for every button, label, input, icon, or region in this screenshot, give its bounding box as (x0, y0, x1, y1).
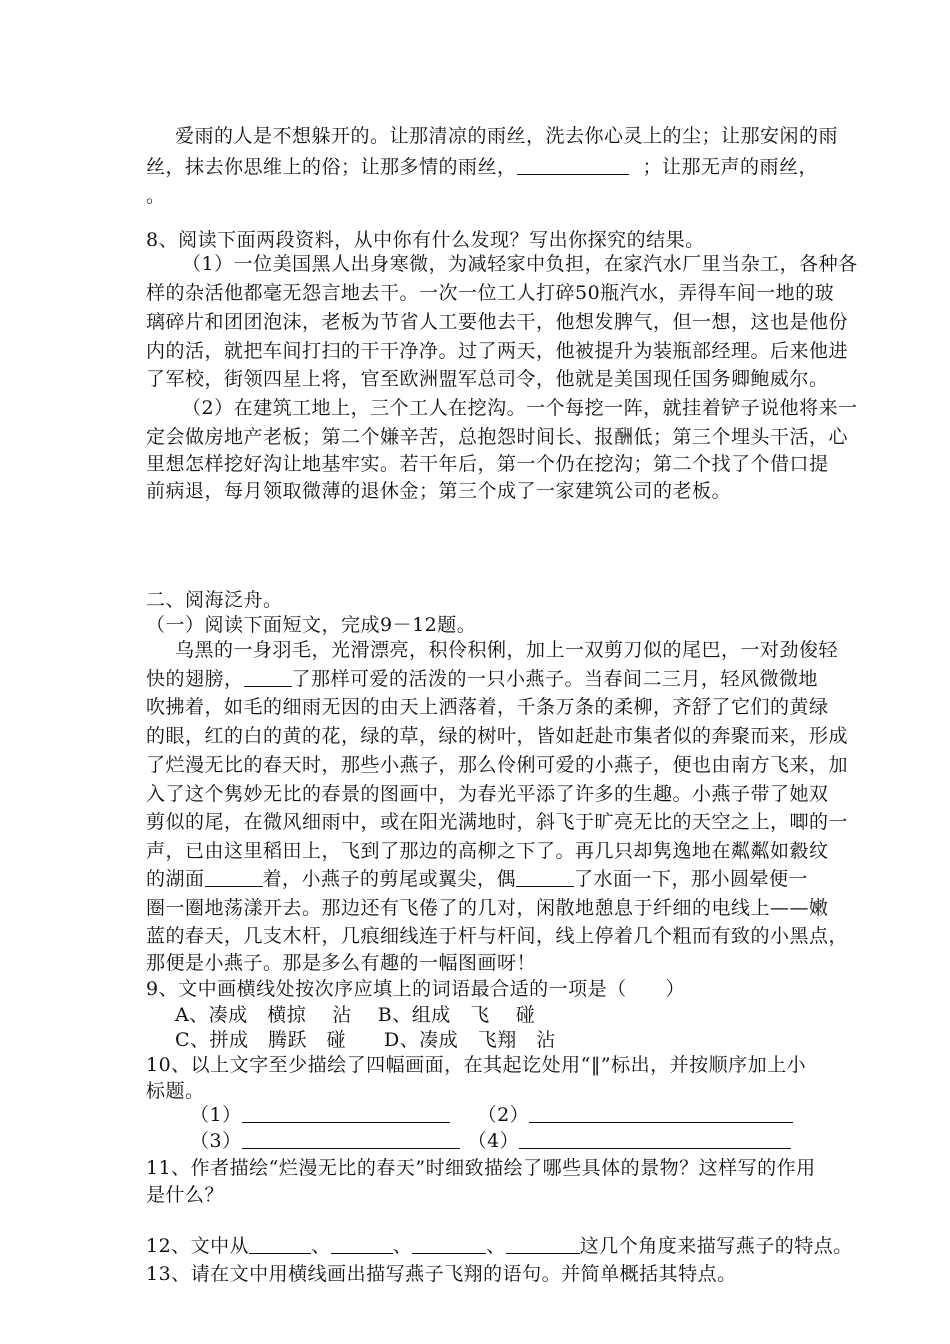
q12-separator: 、 (392, 1235, 413, 1257)
passage-line-9-text-a: 的湖面 (146, 868, 205, 890)
passage-line-2-text-b: 了那样可爱的活泼的一只小燕子。当春间二三月，轻风微微地 (291, 668, 819, 690)
passage-line-9 (146, 866, 826, 892)
q12-text-b: 这几个角度来描写燕子的特点。 (579, 1235, 853, 1257)
fill-blank[interactable] (516, 868, 574, 887)
q10-label-4: （4） (467, 1130, 520, 1152)
fill-blank[interactable] (244, 668, 292, 687)
section-2-subtitle: （一）阅读下面短文，完成9－12题。 (146, 614, 477, 636)
fill-blank[interactable] (331, 1235, 393, 1254)
q9-option-a[interactable]: A、凑成 横掠 沾 (175, 1004, 352, 1026)
fill-blank[interactable] (517, 156, 629, 175)
intro-line-1: 爱雨的人是不想躲开的。让那清凉的雨丝，洗去你心灵上的尘；让那安闲的雨 (175, 125, 839, 147)
q8-p1-line-4: 内的活，就把车间打扫的干干净净。过了两天，他被提升为装瓶部经理。后来他进 (146, 340, 849, 362)
section-2-title: 二、阅海泛舟。 (146, 589, 283, 611)
passage-line-9-text-b: 着，小燕子的剪尾或翼尖，偶 (262, 868, 517, 890)
q9-title: 9、文中画横线处按次序应填上的词语最合适的一项是（ ） (146, 978, 686, 1000)
q10-label-3: （3） (190, 1130, 242, 1152)
q10-label-2: （2） (477, 1104, 530, 1126)
passage-line-2 (146, 666, 826, 692)
q10-title-line-1: 10、以上文字至少描绘了四幅画面，在其起讫处用“‖”标出，并按顺序加上小 (146, 1054, 807, 1076)
q8-p2-line-4: 前病退，每月领取微薄的退休金；第三个成了一家建筑公司的老板。 (146, 480, 732, 502)
passage-line-1: 乌黑的一身羽毛，光滑漂亮，积伶积俐，加上一双剪刀似的尾巴，一对劲俊轻 (175, 639, 839, 661)
q8-p1-line-5: 了军校，街领四星上将，官至欧洲盟军总司令，他就是美国现任国务卿鲍威尔。 (146, 368, 829, 390)
intro-line-2 (146, 154, 826, 180)
intro-line-3: 。 (146, 185, 166, 207)
q9-options-row-2 (175, 1027, 855, 1053)
fill-blank[interactable] (412, 1235, 486, 1254)
q10-title-line-2: 标题。 (146, 1080, 205, 1102)
answer-blank-1[interactable] (242, 1104, 450, 1123)
q8-p2-line-3: 里想怎样挖好沟让地基牢实。若干年后，第一个仍在挖沟；第二个找了个借口提 (146, 453, 829, 475)
q12-line (146, 1233, 853, 1259)
passage-line-8: 声，已由这里稻田上，飞到了那边的高柳之下了。再几只却隽逸地在粼粼如縠纹 (146, 840, 829, 862)
q8-p1-line-3: 璃碎片和团团泡沫，老板为节省人工要他去干，他想发脾气，但一想，这也是他份 (146, 311, 849, 333)
q8-p2-line-1: （2）在建筑工地上，三个工人在挖沟。一个每挖一阵，就挂着铲子说他将来一 (182, 397, 858, 419)
passage-line-5: 了烂漫无比的春天时，那些小燕子，那么伶俐可爱的小燕子，便也由南方飞来，加 (146, 754, 849, 776)
q8-p1-line-1: （1）一位美国黑人出身寒微，为减轻家中负担，在家汽水厂里当杂工，各种各 (182, 253, 858, 275)
answer-blank-4[interactable] (519, 1130, 791, 1149)
q9-option-b[interactable]: B、组成 飞 碰 (377, 1004, 536, 1026)
q11-line-1: 11、作者描绘“烂漫无比的春天”时细致描绘了哪些具体的景物？这样写的作用 (146, 1157, 816, 1179)
q8-title: 8、阅读下面两段资料，从中你有什么发现？写出你探究的结果。 (146, 229, 705, 251)
q8-p1-line-2: 样的杂活他都毫无怨言地去干。一次一位工人打碎50瓶汽水，弄得车间一地的玻 (146, 282, 835, 304)
q9-option-c[interactable]: C、拼成 腾跃 碰 (175, 1029, 347, 1051)
q12-separator: 、 (486, 1235, 506, 1257)
q13-title: 13、请在文中用横线画出描写燕子飞翔的语句。并简单概括其特点。 (146, 1263, 737, 1285)
passage-line-11: 蓝的春天，几支木杆，几痕细线连于杆与杆间，线上停着几个粗而有致的小黑点， (146, 925, 849, 947)
passage-line-9-text-c: 了水面一下，那小圆晕便一 (574, 868, 809, 890)
passage-line-3: 吹拂着，如毛的细雨无因的由天上洒落着，千条万条的柔柳，齐舒了它们的黄绿 (146, 696, 829, 718)
q10-answer-row-2 (190, 1128, 870, 1154)
answer-blank-2[interactable] (529, 1104, 793, 1123)
q10-label-1: （1） (190, 1104, 242, 1126)
fill-blank[interactable] (506, 1235, 580, 1254)
intro-line-2-text-a: 丝，抹去你思维上的俗；让那多情的雨丝， (146, 156, 517, 178)
q10-answer-row-1 (190, 1102, 870, 1128)
q12-separator: 、 (311, 1235, 331, 1257)
passage-line-2-text-a: 快的翅膀， (146, 668, 244, 690)
q8-p2-line-2: 定会做房地产老板；第二个嫌辛苦，总抱怨时间长、报酬低；第三个埋头干活，心 (146, 426, 849, 448)
q9-options-row-1 (175, 1002, 855, 1028)
passage-line-10: 圈一圈地荡漾开去。那边还有飞倦了的几对，闲散地憩息于纤细的电线上——嫩 (146, 897, 829, 919)
fill-blank[interactable] (249, 1235, 311, 1254)
intro-line-2-text-b: ；让那无声的雨丝， (642, 156, 819, 178)
q11-line-2: 是什么？ (146, 1184, 225, 1206)
fill-blank[interactable] (205, 868, 263, 887)
answer-blank-3[interactable] (242, 1130, 460, 1149)
passage-line-4: 的眼，红的白的黄的花，绿的草，绿的树叶，皆如赶赴市集者似的奔聚而来，形成 (146, 725, 849, 747)
q9-option-d[interactable]: D、凑成 飞翔 沾 (384, 1029, 556, 1051)
passage-line-7: 剪似的尾，在微风细雨中，或在阳光满地时，斜飞于旷亮无比的天空之上，唧的一 (146, 811, 849, 833)
q12-text-a: 12、文中从 (146, 1235, 250, 1257)
passage-line-6: 入了这个隽妙无比的春景的图画中，为春光平添了许多的生趣。小燕子带了她双 (146, 783, 829, 805)
passage-line-12: 那便是小燕子。那是多么有趣的一幅图画呀！ (146, 952, 537, 974)
